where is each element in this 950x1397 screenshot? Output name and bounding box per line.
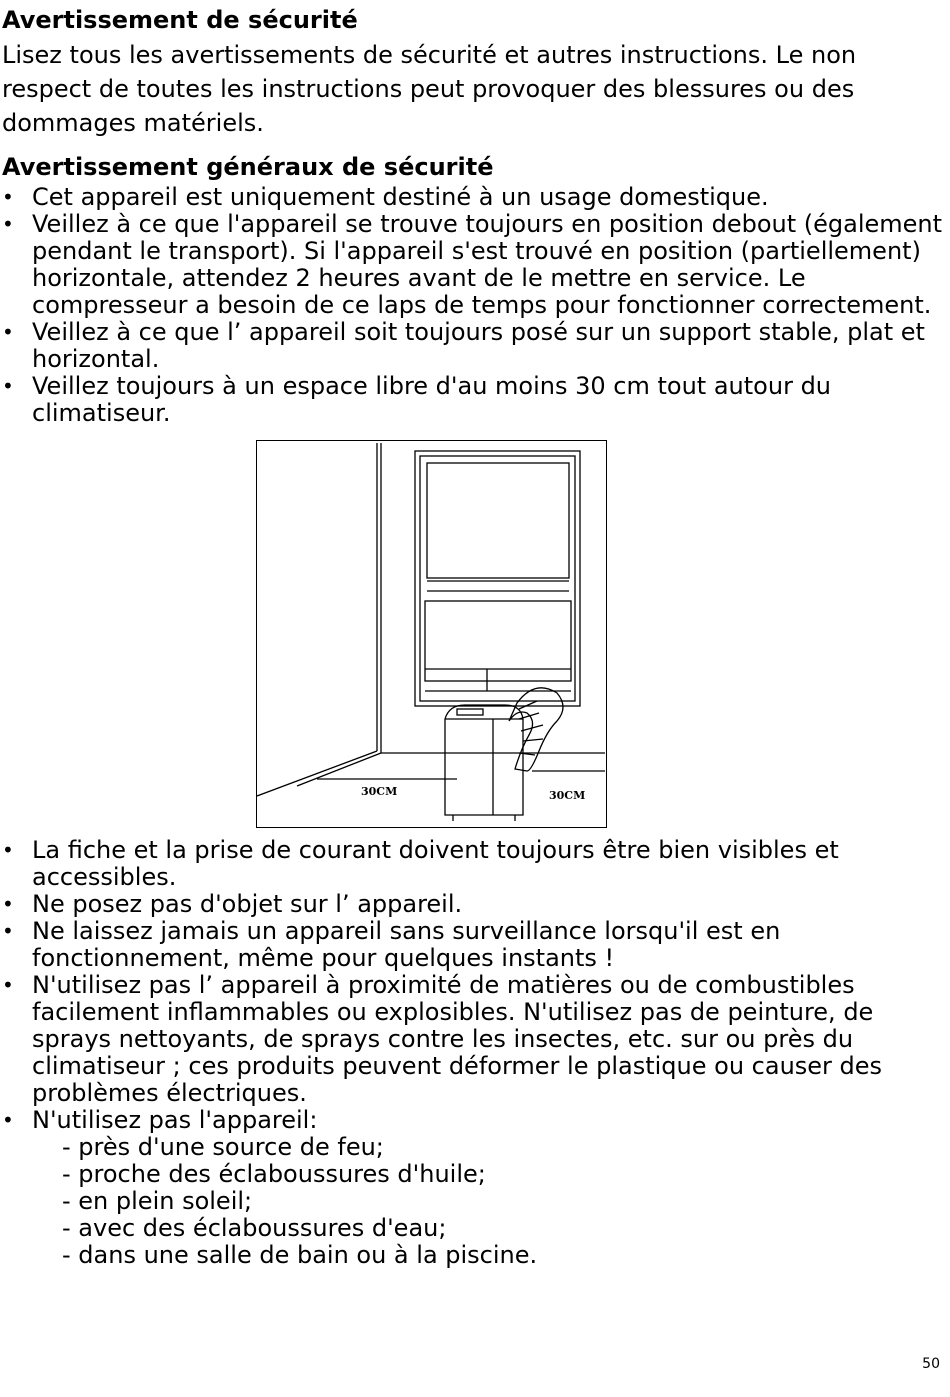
list-item: • N'utilisez pas l'appareil: - près d'une source de feu; - proche des éclaboussures d'huile; - en plein soleil; - avec des éclaboussures d'eau; - dans une salle de bain ou à la piscine.: [0, 1107, 945, 1269]
list-item: • Ne posez pas d'objet sur l’ appareil.: [2, 890, 463, 918]
sub-item: - avec des éclaboussures d'eau;: [62, 1214, 447, 1242]
list-item: • Veillez à ce que l'appareil se trouve toujours en position debout (également pendant le transport). Si l'appareil s'est trouvé en position (partiellement) horizontale, attendez 2 heures avant de le mettre en service. Le compresseur a besoin de ce laps de temps pour fonctionner correctement.: [2, 210, 943, 319]
bullet-icon: •: [2, 374, 14, 398]
safety-list-bottom: [0, 837, 945, 1269]
bullet-icon: •: [2, 1108, 14, 1132]
clearance-label-left: 30CM: [361, 785, 398, 798]
sub-item: - en plein soleil;: [62, 1187, 253, 1215]
bullet-icon: •: [2, 919, 14, 943]
list-item: • Cet appareil est uniquement destiné à un usage domestique.: [2, 183, 769, 211]
clearance-illustration: [256, 440, 607, 828]
list-item: • Veillez toujours à un espace libre d'au moins 30 cm tout autour du climatiseur.: [2, 372, 832, 427]
safety-list-top: [0, 184, 945, 427]
clearance-label-right: 30CM: [549, 789, 586, 802]
section-heading-safety: Avertissement de sécurité: [2, 6, 358, 34]
intro-paragraph: Lisez tous les avertissements de sécurité et autres instructions. Le non respect de toutes les instructions peut provoquer des blessures ou des dommages matériels.: [2, 41, 857, 137]
bullet-icon: •: [2, 212, 14, 236]
bullet-icon: •: [2, 838, 14, 862]
bullet-icon: •: [2, 892, 14, 916]
sub-item: - proche des éclaboussures d'huile;: [62, 1160, 486, 1188]
list-item: • La fiche et la prise de courant doivent toujours être bien visibles et accessibles.: [2, 836, 839, 891]
list-item: • Ne laissez jamais un appareil sans surveillance lorsqu'il est en fonctionnement, même pour quelques instants !: [2, 917, 781, 972]
bullet-icon: •: [2, 185, 14, 209]
section-heading-general-safety: Avertissement généraux de sécurité: [2, 153, 494, 181]
list-item: • N'utilisez pas l’ appareil à proximité de matières ou de combustibles facilement inflammables ou explosibles. N'utilisez pas de peinture, de sprays nettoyants, de sprays contre les insectes, etc. sur ou près du climatiseur ; ces produits peuvent déformer le plastique ou causer des problèmes électriques.: [2, 971, 883, 1107]
sub-item: - près d'une source de feu;: [62, 1133, 384, 1161]
list-item: • Veillez à ce que l’ appareil soit toujours posé sur un support stable, plat et horizontal.: [2, 318, 925, 373]
page-number: 50: [922, 1356, 940, 1372]
bullet-icon: •: [2, 320, 14, 344]
bullet-icon: •: [2, 973, 14, 997]
sub-item: - dans une salle de bain ou à la piscine.: [62, 1241, 538, 1269]
